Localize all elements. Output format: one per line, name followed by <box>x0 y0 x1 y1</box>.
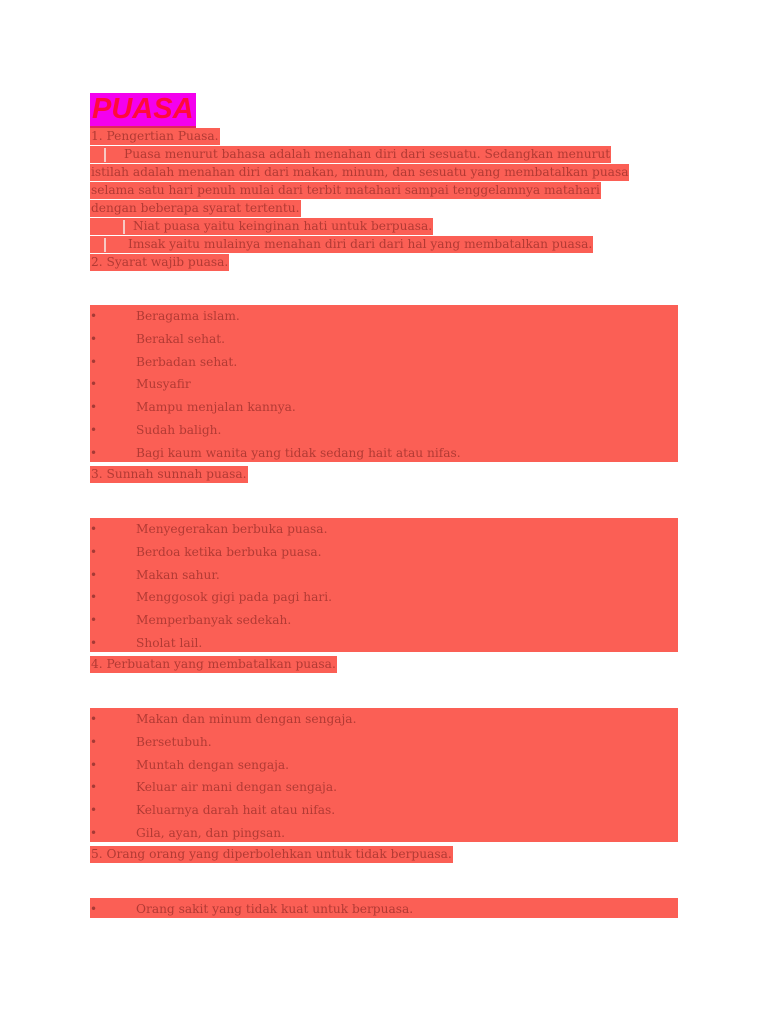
imsak-line <box>90 236 593 253</box>
paragraph-text: Puasa menurut bahasa adalah menahan diri dari sesuatu. Sedangkan menurut <box>124 147 611 161</box>
bullet-icon: • <box>90 780 98 795</box>
list-item: • Mampu menjalan kannya. <box>90 396 678 419</box>
heading-text: 3. Sunnah sunnah puasa. <box>91 467 247 481</box>
bullet-icon: • <box>90 377 98 392</box>
imsak-highlight <box>90 236 593 253</box>
bullet-icon: • <box>90 422 98 437</box>
paragraph-text: istilah adalah menahan diri dari makan, minum, dan sesuatu yang membatalkan puasa <box>91 165 629 179</box>
paragraph-line-highlight <box>90 146 611 163</box>
section-heading-2 <box>90 254 229 271</box>
list-item: • Keluarnya darah hait atau nifas. <box>90 799 678 822</box>
list-item: • Muntah dengan sengaja. <box>90 754 678 777</box>
list-item: • Bersetubuh. <box>90 731 678 754</box>
bullet-icon: • <box>90 902 98 916</box>
bullet-icon: • <box>90 544 98 559</box>
bullet-icon: • <box>90 825 98 840</box>
list-pembatal-puasa <box>90 708 678 842</box>
paragraph-line-1 <box>90 146 611 163</box>
bullet-icon: • <box>90 590 98 605</box>
heading-text: 1. Pengertian Puasa. <box>91 129 219 143</box>
section-heading-5 <box>90 846 453 863</box>
list-item: • Sudah baligh. <box>90 419 678 442</box>
list-item: • Makan sahur. <box>90 564 678 587</box>
section-heading-3 <box>90 466 248 483</box>
list-item: • Sholat lail. <box>90 632 678 655</box>
paragraph-text: dengan beberapa syarat tertentu. <box>91 201 300 215</box>
list-item: • Memperbanyak sedekah. <box>90 609 678 632</box>
niat-highlight <box>90 218 433 235</box>
heading-text: 4. Perbuatan yang membatalkan puasa. <box>91 657 336 671</box>
list-item: • Berakal sehat. <box>90 328 678 351</box>
list-item: • Gila, ayan, dan pingsan. <box>90 822 678 845</box>
document-title: PUASA <box>92 93 194 125</box>
bullet-icon: • <box>90 803 98 818</box>
bullet-icon: • <box>90 567 98 582</box>
paragraph-line-2 <box>90 164 629 181</box>
list-item: • Beragama islam. <box>90 305 678 328</box>
list-item: • Keluar air mani dengan sengaja. <box>90 776 678 799</box>
bullet-icon: • <box>90 522 98 536</box>
section-heading-1 <box>90 128 220 145</box>
list-boleh-tidak-puasa <box>90 898 678 918</box>
list-item: • Menyegerakan berbuka puasa. <box>90 518 678 541</box>
list-item: • Berbadan sehat. <box>90 351 678 374</box>
paragraph-line-4 <box>90 200 301 217</box>
heading-text: 2. Syarat wajib puasa. <box>91 255 229 269</box>
bullet-icon: • <box>90 712 98 726</box>
list-sunnah-puasa <box>90 518 678 652</box>
niat-text: Niat puasa yaitu keinginan hati untuk berpuasa. <box>133 219 433 233</box>
bullet-icon: • <box>90 635 98 650</box>
list-item: • Orang sakit yang tidak kuat untuk berpuasa. <box>90 898 678 918</box>
niat-line <box>90 218 433 235</box>
list-item: • Makan dan minum dengan sengaja. <box>90 708 678 731</box>
paragraph-line-3 <box>90 182 601 199</box>
bullet-icon: • <box>90 331 98 346</box>
bullet-icon: • <box>90 445 98 460</box>
bullet-icon: • <box>90 354 98 369</box>
bullet-icon: • <box>90 309 98 323</box>
list-item: • Menggosok gigi pada pagi hari. <box>90 586 678 609</box>
bullet-icon: • <box>90 400 98 415</box>
section-heading-4 <box>90 656 337 673</box>
bullet-icon: • <box>90 757 98 772</box>
bullet-icon: • <box>90 613 98 628</box>
bullet-icon: • <box>90 734 98 749</box>
list-syarat-wajib <box>90 305 678 462</box>
list-item: • Musyafir <box>90 373 678 396</box>
heading-text: 5. Orang orang yang diperbolehkan untuk tidak berpuasa. <box>91 847 452 861</box>
paragraph-text: selama satu hari penuh mulai dari terbit matahari sampai tenggelamnya matahari <box>91 183 600 197</box>
imsak-text: Imsak yaitu mulainya menahan diri dari dari hal yang membatalkan puasa. <box>128 237 593 251</box>
list-item: • Berdoa ketika berbuka puasa. <box>90 541 678 564</box>
list-item: • Bagi kaum wanita yang tidak sedang hait atau nifas. <box>90 442 678 465</box>
